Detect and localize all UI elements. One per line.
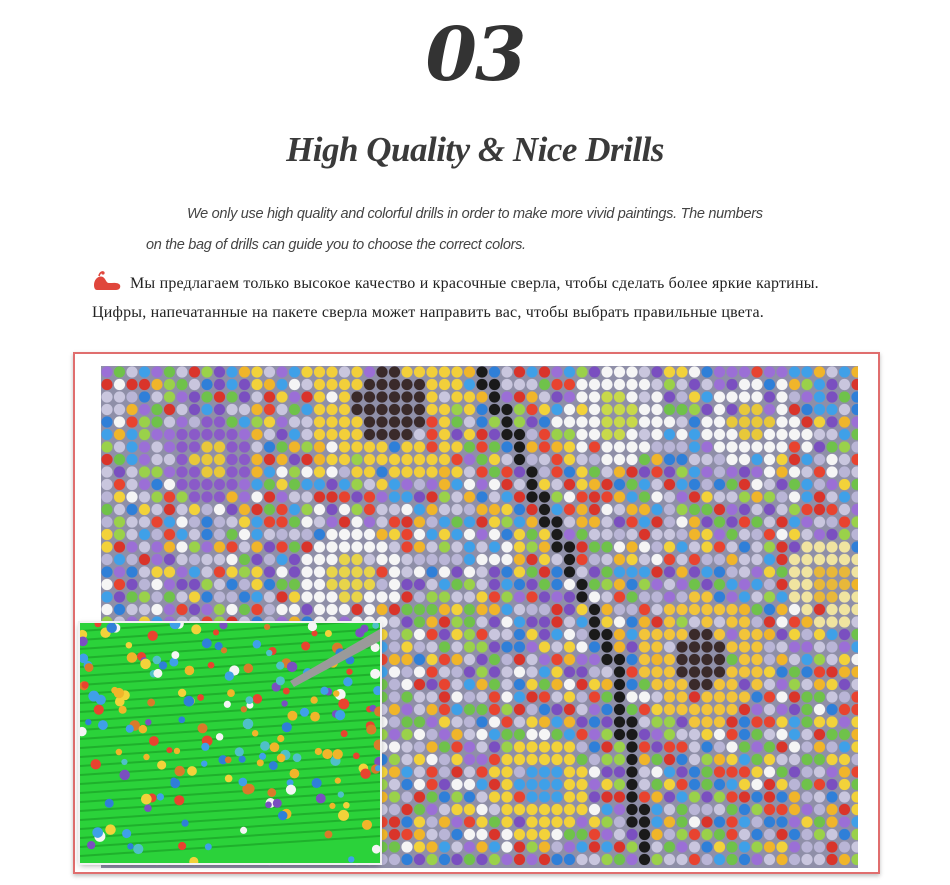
section-number: 03 — [425, 12, 525, 98]
drills-tray-photo — [80, 623, 380, 863]
section-title: High Quality & Nice Drills — [286, 130, 664, 169]
description-ru-line-1: Мы предлагаем только высокое качество и красочные сверла, чтобы сделать более яркие картины. — [130, 275, 819, 292]
red-shoe-icon — [91, 270, 123, 292]
description-en-line-2: on the bag of drills can guide you to choose the correct colors. — [146, 237, 526, 253]
description-en-line-1: We only use high quality and colorful drills in order to make more vivid paintings. The numbers — [187, 206, 763, 222]
description-ru-line-2: Цифры, напечатанные на пакете сверла может направить вас, чтобы выбрать правильные цвета. — [92, 304, 764, 321]
